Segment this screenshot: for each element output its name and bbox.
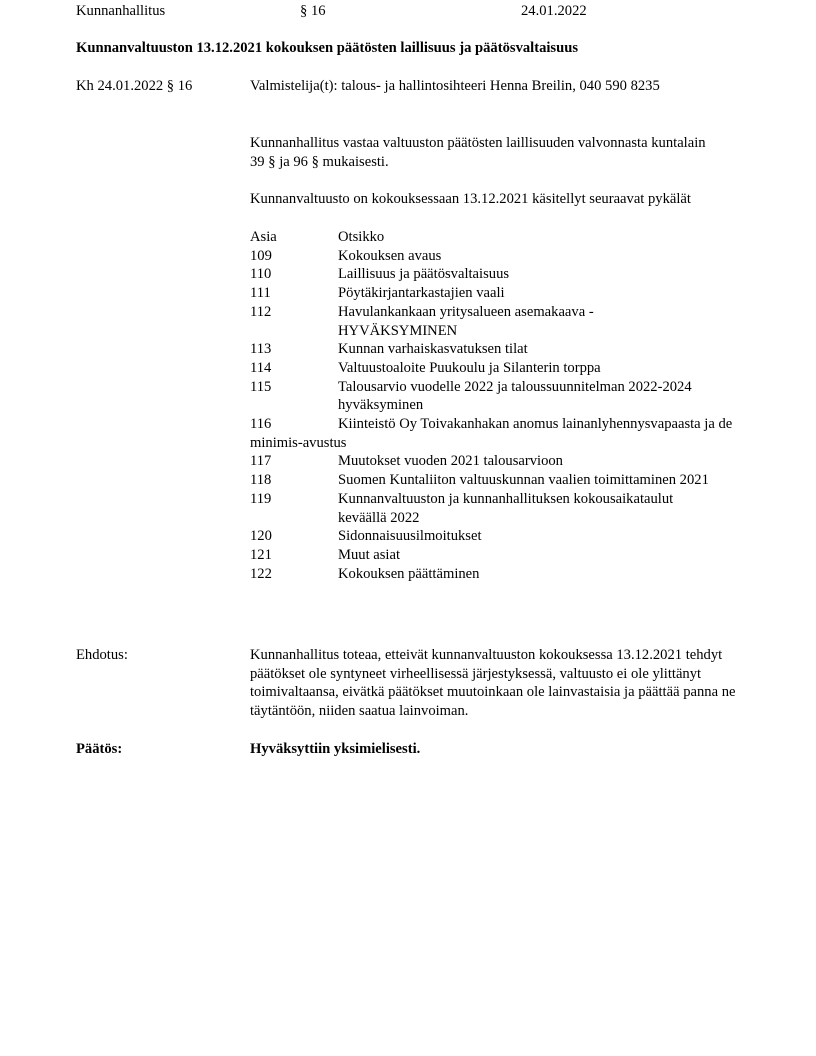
- table-row: [250, 303, 750, 340]
- item-title: Muut asiat: [338, 546, 401, 563]
- item-number: 114: [250, 359, 272, 376]
- table-header-row: [250, 228, 750, 247]
- item-number: 110: [250, 266, 272, 283]
- table-row: [250, 284, 750, 303]
- proposal-label: Ehdotus:: [76, 647, 128, 663]
- header-section: § 16: [300, 3, 326, 19]
- column-header-title: Otsikko: [338, 229, 385, 245]
- item-number: 113: [250, 341, 272, 358]
- item-title: Kunnanvaltuuston ja kunnanhallituksen kokousaikataulut keväällä 2022: [338, 490, 674, 526]
- item-title: Laillisuus ja päätösvaltaisuus: [338, 266, 510, 283]
- table-row: [250, 378, 750, 415]
- item-title: Pöytäkirjantarkastajien vaali: [338, 285, 505, 302]
- header-date: 24.01.2022: [521, 3, 587, 19]
- item-number: 117: [250, 453, 272, 470]
- responsibility-paragraph: Kunnanhallitus vastaa valtuuston päätösten laillisuuden valvonnasta kuntalain 39 § ja 96 § mukaisesti.: [250, 135, 706, 170]
- table-row: [250, 340, 750, 359]
- item-title: Kiinteistö Oy Toivakanhakan anomus lainanlyhennysvapaasta ja de minimis-avustus: [250, 416, 733, 451]
- item-number: 120: [250, 528, 272, 545]
- items-table: [250, 228, 750, 583]
- item-title: Suomen Kuntaliiton valtuuskunnan vaalien toimittaminen 2021: [338, 472, 709, 489]
- item-number: 111: [250, 285, 271, 302]
- meeting-reference: Kh 24.01.2022 § 16: [76, 78, 193, 94]
- item-title: Kokouksen avaus: [338, 247, 442, 264]
- item-title: Havulankankaan yritysalueen asemakaava - HYVÄKSYMINEN: [338, 303, 594, 339]
- item-title: Muutokset vuoden 2021 talousarvioon: [338, 453, 563, 470]
- table-row: [250, 527, 750, 546]
- item-number: 116: [250, 416, 272, 433]
- item-number: 109: [250, 247, 272, 264]
- decision-text: Hyväksyttiin yksimielisesti.: [250, 741, 421, 757]
- table-row: [250, 471, 750, 490]
- table-row: [250, 546, 750, 565]
- table-row: [250, 247, 750, 266]
- table-row: [250, 452, 750, 471]
- item-number: 119: [250, 490, 272, 507]
- item-title: Valtuustoaloite Puukoulu ja Silanterin torppa: [338, 359, 601, 376]
- preparer-info: Valmistelija(t): talous- ja hallintosihteeri Henna Breilin, 040 590 8235: [250, 78, 660, 94]
- item-title: Talousarvio vuodelle 2022 ja taloussuunnitelman 2022-2024 hyväksyminen: [338, 378, 692, 414]
- decision-label: Päätös:: [76, 741, 123, 757]
- item-title: Kunnan varhaiskasvatuksen tilat: [338, 341, 528, 358]
- header-organ: Kunnanhallitus: [76, 3, 166, 19]
- table-row: [250, 565, 750, 584]
- item-number: 122: [250, 565, 272, 582]
- item-title: Kokouksen päättäminen: [338, 565, 480, 582]
- item-number: 115: [250, 378, 272, 395]
- column-header-number: Asia: [250, 229, 277, 245]
- item-number: 118: [250, 472, 272, 489]
- intro-paragraph: Kunnanvaltuusto on kokouksessaan 13.12.2021 käsitellyt seuraavat pykälät: [250, 191, 691, 207]
- item-number: 112: [250, 303, 272, 320]
- table-row: [250, 415, 750, 452]
- table-row: [250, 359, 750, 378]
- table-row: [250, 490, 750, 527]
- table-row: [250, 265, 750, 284]
- item-number: 121: [250, 546, 272, 563]
- document-title: Kunnanvaltuuston 13.12.2021 kokouksen päätösten laillisuus ja päätösvaltaisuus: [76, 40, 579, 56]
- proposal-text: Kunnanhallitus toteaa, etteivät kunnanvaltuuston kokouksessa 13.12.2021 tehdyt päätökset ole syntyneet virheellisessä järjestyksessä, valtuusto ei ole ylittänyt toimivaltaansa, eivätkä päätökset muutoinkaan ole lainvastaisia ja päättää panna ne täytäntöön, niiden saatua lainvoiman.: [250, 647, 736, 720]
- item-title: Sidonnaisuusilmoitukset: [338, 528, 482, 545]
